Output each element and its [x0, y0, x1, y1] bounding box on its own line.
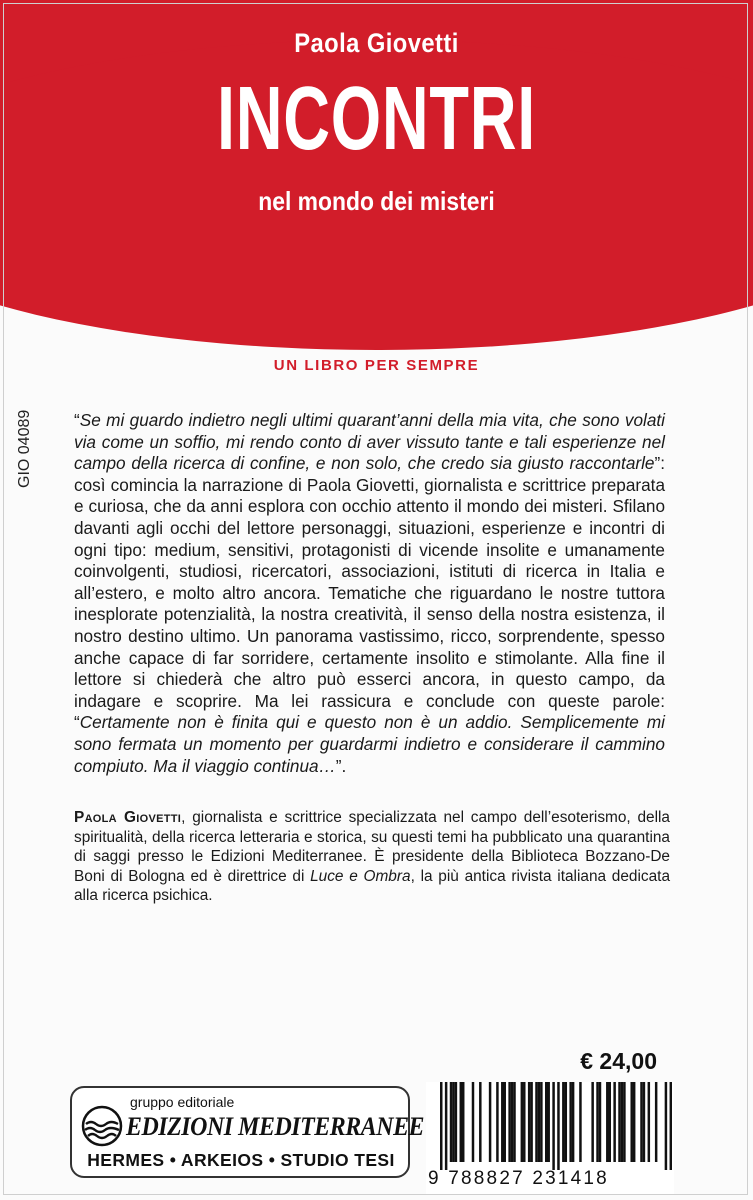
- back-cover-blurb: [74, 410, 665, 777]
- barcode-bar: [530, 1082, 532, 1162]
- blurb-closing-quote: Certamente non è finita qui e questo non è un addio. Semplicemente mi sono fermata un momento per guardarmi indietro e considerare il cammino compiuto. Ma il viaggio continua…: [74, 712, 665, 776]
- price: € 24,00: [580, 1048, 657, 1074]
- bio-text-2: , la più antica rivista italiana dedicata alla ricerca psichica.: [74, 867, 671, 904]
- author-bio: [74, 808, 670, 906]
- barcode-bar: [538, 1082, 540, 1162]
- product-code: GIO 04089: [16, 409, 33, 488]
- barcode-digits: 9 788827 231418: [428, 1168, 609, 1189]
- barcode-bar: [501, 1082, 503, 1162]
- waves-globe-icon: [80, 1104, 124, 1148]
- book-subtitle: nel mondo dei misteri: [258, 186, 495, 216]
- barcode-bar: [540, 1082, 542, 1162]
- blurb-quote-open: “: [74, 410, 80, 430]
- publisher-imprints: HERMES • ARKEIOS • STUDIO TESI: [87, 1150, 395, 1170]
- barcode-bar: [655, 1082, 657, 1162]
- barcode-bar: [572, 1082, 574, 1162]
- barcode-bar: [633, 1082, 635, 1162]
- barcode-bar: [665, 1082, 667, 1170]
- barcode-bar: [591, 1082, 593, 1162]
- barcode-bar: [545, 1082, 547, 1162]
- blurb-paragraph: [74, 410, 665, 777]
- barcode-bar: [503, 1082, 505, 1162]
- barcode-bar: [621, 1082, 623, 1162]
- bio-author-name: Paola Giovetti: [74, 809, 182, 826]
- barcode-bar: [489, 1082, 491, 1162]
- barcode-bar: [521, 1082, 523, 1162]
- barcode-bar: [623, 1082, 625, 1162]
- barcode-bar: [460, 1082, 462, 1162]
- publisher-logo: [70, 1086, 425, 1178]
- blurb-end: ”.: [335, 755, 347, 776]
- barcode-bar: [670, 1082, 672, 1170]
- blurb-body: ”: così comincia la narrazione di Paola Giovetti, giornalista e scrittrice preparata e curiosa, che da anni esplora con occhio attento il mondo dei misteri. Sfilano davanti agli occhi del lettore personaggi, situazioni, esperienze e incontri di ogni tipo: medium, sensitivi, protagonisti di vicende insolite e umanamente coinvolgenti, studiosi, ricercatori, associazioni, istituti di ricerca in Italia e all’estero, e molto altro ancora. Tematiche che riguardano le nostre tuttora inesplorate potenzialità, la nostra creatività, il senso della nostra esistenza, il nostro destino ultimo. Un panorama vastissimo, ricco, sorprendente, spesso anche capace di far sorridere, certamente insolito e stimolante. Alla fine il lettore si chiederà che altro può esserci ancora, in questo campo, da indagare e scoprire. Ma lei rassicura e conclude con queste parole: “: [74, 453, 665, 733]
- barcode-bar: [462, 1082, 464, 1162]
- barcode-bar: [557, 1082, 559, 1170]
- barcode-bar: [535, 1082, 537, 1162]
- barcode-bar: [450, 1082, 452, 1162]
- barcode-bar: [562, 1082, 564, 1162]
- barcode-bar: [472, 1082, 474, 1162]
- barcode-bar: [640, 1082, 642, 1162]
- barcode-bar: [513, 1082, 515, 1162]
- barcode-bar: [479, 1082, 481, 1162]
- barcode-bar: [569, 1082, 571, 1162]
- barcode-bar: [618, 1082, 620, 1162]
- barcode-bar: [609, 1082, 611, 1162]
- barcode-bar: [565, 1082, 567, 1162]
- bio-paragraph: [74, 808, 670, 906]
- barcode-bar: [599, 1082, 601, 1162]
- barcode-bar: [508, 1082, 510, 1162]
- barcode-bar: [579, 1082, 581, 1162]
- barcode: [426, 1082, 674, 1194]
- barcode-bar: [596, 1082, 598, 1162]
- barcode-bar: [630, 1082, 632, 1162]
- barcode-bar: [452, 1082, 454, 1162]
- barcode-bar: [606, 1082, 608, 1162]
- book-title: INCONTRI: [217, 69, 536, 169]
- barcode-bar: [613, 1082, 615, 1162]
- bio-magazine: Luce e Ombra: [310, 867, 411, 885]
- publisher-name: EDIZIONI MEDITERRANEE: [126, 1112, 425, 1141]
- barcode-bar: [547, 1082, 549, 1162]
- barcode-bar: [643, 1082, 645, 1162]
- barcode-bar: [455, 1082, 457, 1162]
- blurb-opening-quote: Se mi guardo indietro negli ultimi quarant’anni della mia vita, che sono volati via come un soffio, mi rendo conto di aver vissuto tante e tali esperienze nel campo della ricerca di confine, e non solo, che credo sia giusto raccontarle: [74, 410, 665, 474]
- barcode-bar: [445, 1082, 447, 1170]
- barcode-bars: [440, 1082, 672, 1172]
- barcode-bar: [552, 1082, 554, 1170]
- barcode-bar: [440, 1082, 442, 1170]
- series-label: UN LIBRO PER SEMPRE: [273, 357, 480, 374]
- barcode-bar: [648, 1082, 650, 1162]
- bio-text-1: , giornalista e scrittrice specializzata nel campo dell’esoterismo, della spiritualità, della ricerca letteraria e storica, su questi temi ha pubblicato una quarantina di saggi presso le Edizioni Mediterranee. È presidente della Biblioteca Bozzano-De Boni di Bologna ed è direttrice di: [74, 809, 670, 885]
- barcode-bar: [511, 1082, 513, 1162]
- barcode-bar: [523, 1082, 525, 1162]
- barcode-bar: [528, 1082, 530, 1162]
- barcode-bar: [496, 1082, 498, 1162]
- author-name: Paola Giovetti: [294, 28, 459, 58]
- publisher-group: gruppo editoriale: [130, 1094, 235, 1110]
